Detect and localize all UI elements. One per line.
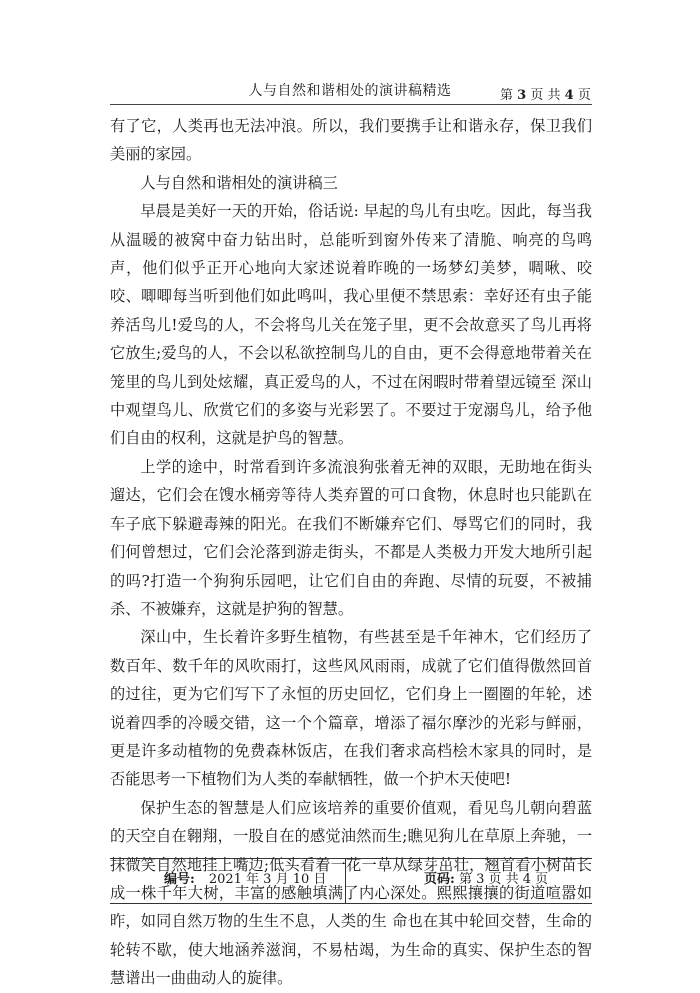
document-title: 人与自然和谐相处的演讲稿精选 [248,83,452,99]
paragraph-continued: 有了它，人类再也无法冲浪。所以，我们要携手让和谐永存，保卫我们美丽的家园。 [110,117,592,164]
header-page-indicator [500,84,591,103]
page-label-middle: 页 共 [530,88,561,103]
footer-page-cell [424,868,548,887]
footer-table-divider [345,858,346,903]
paragraph-dogs: 上学的途中，时常看到许多流浪狗张着无神的双眼，无助地在街头遛达，它们会在馊水桶旁等待人类弃置的可口食物，休息时也只能趴在车子底下躲避毒辣的阳光。在我们不断嫌弃它们、辱骂它们的同时，我们何曾想过，它们会沦落到游走街头，不都是人类极力开发大地所引起的吗?打造一个狗狗乐园吧，让它们自由的奔跑、尽情的玩耍，不被捕杀、不被嫌弃，这就是护狗的智慧。 [110,457,592,618]
footer-number-cell [164,868,326,887]
page-label-prefix: 第 [500,88,514,103]
page-number: 3 [517,88,527,103]
paragraph-birds: 早晨是美好一天的开始，俗话说: 早起的鸟儿有虫吃。因此，每当我从温暖的被窝中奋力钻出时，总能听到窗外传来了清脆、响亮的鸟鸣声，他们似乎正开心地向大家述说着昨晚的一场梦幻美梦，啁啾、咬咬、唧唧每当听到他们如此鸣叫，我心里便不禁思索：幸好还有虫子能养活鸟儿!爱鸟的人，不会将鸟儿关在笼子里，更不会故意买了鸟儿再将它放生;爱鸟的人，不会以私欲控制鸟儿的自由，更不会得意地带着关在笼里的鸟儿到处炫耀，真正爱鸟的人，不过在闲暇时带着望远镜至 深山中观望鸟儿、欣赏它们的多姿与光彩罢了。不要过于宠溺鸟儿，给予他们自由的权利，这就是护鸟的智慧。 [110,202,592,448]
section-heading: 人与自然和谐相处的演讲稿三 [140,173,338,192]
paragraph-conclusion: 保护生态的智慧是人们应该培养的重要价值观，看见鸟儿朝向碧蓝的天空自在翱翔，一股自在的感觉油然而生;瞧见狗儿在草原上奔驰，一抹微笑自然地挂上嘴边;低头看着一花一草从绿芽茁壮，翘首看小树苗长成一株千年大树，丰富的感触填满了内心深处。熙熙攘攘的街道喧嚣如昨，如同自然万物的生生不息，人类的生 命也在其中轮回交替，生命的轮转不歇，使大地涵养滋润，不易枯竭，为生命的真实、保护生态的智慧谱出一曲曲动人的旋律。 [110,798,592,988]
footer-page-value: 第 3 页 共 4 页 [458,872,549,887]
footer-table-top-rule [110,858,592,859]
footer-number-value: 2021 年 3 月 10 日 [208,872,327,887]
header-rule [110,104,592,105]
footer-number-label: 编号: [164,872,195,887]
footer-table-bottom-rule [110,903,592,904]
footer-page-label: 页码: [424,872,455,887]
paragraph-trees: 深山中，生长着许多野生植物，有些甚至是千年神木，它们经历了数百年、数千年的风吹雨打，这些风风雨雨，成就了它们值得傲然回首的过往，更为它们写下了永恒的历史回忆，它们身上一圈圈的年轮，述说着四季的冷暖交错，这一个个篇章，增添了福尔摩沙的光彩与鲜丽，更是许多动植物的免费森林饭店，在我们奢求高档桧木家具的同时，是否能思考一下植物们为人类的奉献牺牲，做一个护木天使吧! [110,628,592,789]
page-label-suffix: 页 [577,88,591,103]
document-body [110,112,592,993]
page-total: 4 [564,88,574,103]
